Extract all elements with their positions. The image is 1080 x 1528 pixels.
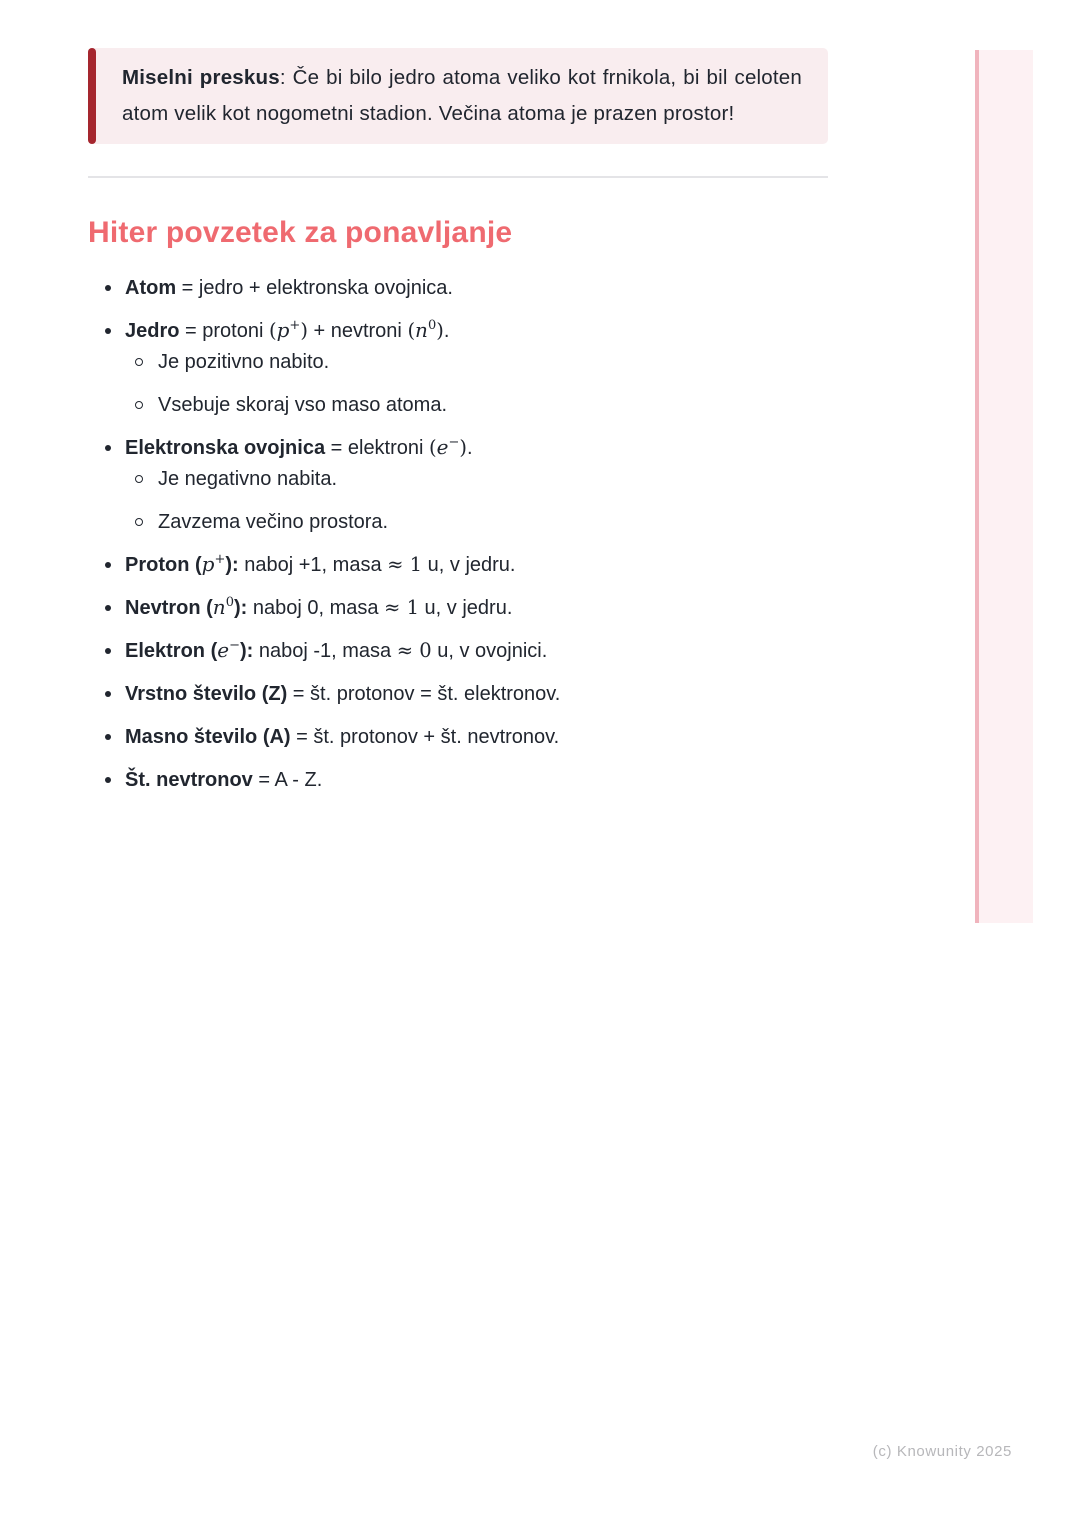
bullet-icon [105,734,111,740]
list-item [88,594,828,622]
text-segment: naboj 0, masa [247,597,385,619]
content-column [88,0,828,809]
circle-bullet-icon [135,401,143,409]
sub-item-text: Je pozitivno nabito. [158,351,330,373]
text-segment: ) [459,436,467,459]
text-segment: ≈ 0 [396,639,432,662]
text-segment: n [415,318,428,342]
text-segment: naboj +1, masa [238,554,388,576]
text-segment: ): [225,554,239,576]
text-segment: ): [240,640,254,662]
text-segment: 0 [427,318,437,333]
text-segment: = jedro + elektronska ovojnica. [176,277,453,299]
text-segment: Vrstno število (Z) [125,683,288,705]
text-segment: p [201,552,215,576]
list-item [88,434,828,536]
text-segment: naboj -1, masa [253,640,397,662]
text-segment: Proton ( [125,554,202,576]
text-segment: . [467,437,473,459]
text-segment: ): [233,597,248,619]
text-segment: = št. protonov + št. nevtronov. [290,726,560,748]
text-segment: ≈ 1 [387,553,423,576]
text-segment: − [229,638,240,653]
text-segment: u, v jedru. [422,554,516,576]
sub-list-item [125,348,828,376]
copyright-watermark: (c) Knowunity 2025 [872,1443,1012,1460]
bullet-icon [105,691,111,697]
text-segment: + nevtroni [307,320,408,342]
bullet-icon [105,605,111,611]
bullet-icon [105,445,111,451]
text-segment: − [448,435,460,450]
list-item [88,274,828,302]
sub-list [125,348,828,419]
text-segment: 0 [225,595,234,610]
text-segment: Nevtron ( [125,597,213,619]
text-segment: u, v jedru. [419,597,513,619]
list-item [88,317,828,419]
list-item [88,551,828,579]
text-segment: ≈ 1 [384,596,419,619]
sub-item-text: Zavzema večino prostora. [158,511,389,533]
text-segment: e [217,638,230,662]
bullet-icon [105,562,111,568]
bullet-icon [105,328,111,334]
text-segment: = protoni [179,320,269,342]
callout-box [88,48,828,144]
text-segment: u, v ovojnici. [431,640,548,662]
bullet-icon [105,648,111,654]
text-segment: ( [268,319,277,342]
sub-list-item [125,391,828,419]
text-segment: . [443,320,450,342]
sub-item-text: Je negativno nabita. [158,468,338,490]
text-segment: Atom [125,277,177,299]
circle-bullet-icon [135,475,143,483]
list-item [88,680,828,708]
text-segment: ) [300,319,308,342]
text-segment: e [436,435,449,459]
summary-list [88,274,828,794]
text-segment: ( [407,319,416,342]
section-heading: Hiter povzetek za ponavljanje [88,216,513,249]
text-segment: + [289,318,301,333]
list-item [88,637,828,665]
text-segment: Jedro [125,320,180,342]
text-segment: n [212,595,226,619]
list-item [88,723,828,751]
sub-list-item [125,508,828,536]
text-segment: p [276,318,290,342]
sub-item-text: Vsebuje skoraj vso maso atoma. [158,394,448,416]
text-segment: = A - Z. [252,769,323,791]
sub-list-item [125,465,828,493]
circle-bullet-icon [135,358,143,366]
text-segment: Masno število (A) [125,726,291,748]
text-segment: Št. nevtronov [125,769,253,791]
bullet-icon [105,285,111,291]
bullet-icon [105,777,111,783]
callout-body: : Če bi bilo jedro atoma veliko kot frnikola, bi bil celoten atom velik kot nogometni stadion. Večina atoma je prazen prostor! [122,66,803,125]
callout-accent-bar [88,48,96,144]
text-segment: ( [429,436,437,459]
text-segment: + [214,552,226,567]
text-segment: Elektronska ovojnica [125,437,326,459]
text-segment: = elektroni [325,437,430,459]
page-edge-strip [975,50,1033,923]
list-item [88,766,828,794]
text-segment: ) [436,319,444,342]
sub-list [125,465,828,536]
callout-text [122,60,802,132]
section-divider [88,176,828,178]
circle-bullet-icon [135,518,143,526]
text-segment: = št. protonov = št. elektronov. [287,683,561,705]
text-segment: Elektron ( [125,640,218,662]
callout-lead: Miselni preskus [122,66,280,89]
